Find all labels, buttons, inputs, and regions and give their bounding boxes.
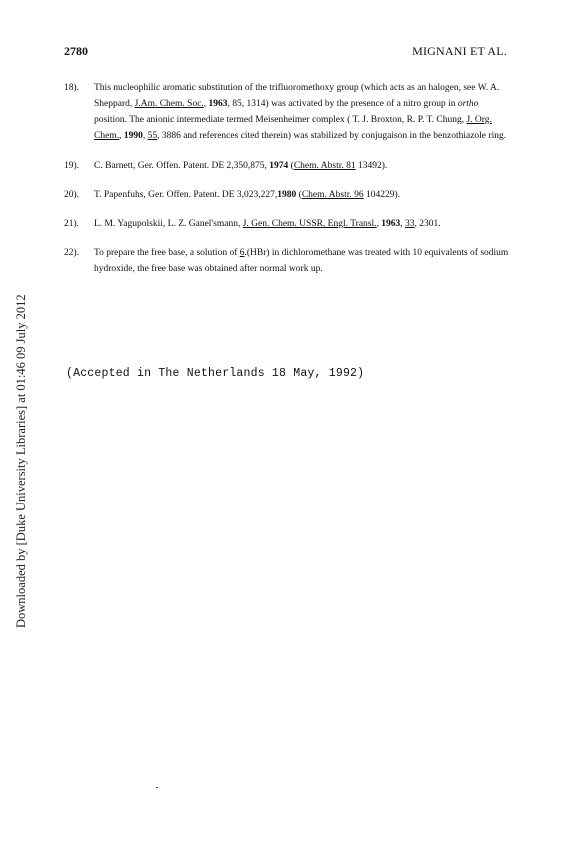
reference-number: 18). bbox=[64, 83, 80, 93]
underlined-text: J. Org. Chem. bbox=[94, 115, 492, 141]
italic-text: ortho bbox=[457, 99, 479, 109]
reference-text-run: , 85, 1314) was activated by the presence of a nitro group in bbox=[227, 99, 458, 109]
reference-text bbox=[94, 216, 510, 232]
reference-text-run: , bbox=[400, 219, 406, 229]
bold-text: 1980 bbox=[277, 190, 297, 200]
reference-item-21 bbox=[64, 216, 510, 232]
underlined-text: 6 bbox=[239, 248, 245, 258]
reference-item-22 bbox=[64, 245, 510, 277]
reference-text-run: , bbox=[119, 131, 124, 141]
underlined-text: 55 bbox=[147, 131, 158, 141]
underlined-text: J.Am. Chem. Soc. bbox=[134, 99, 204, 109]
reference-text-run: , bbox=[142, 131, 148, 141]
bold-text: 1974 bbox=[269, 161, 289, 171]
reference-text-run: .(HBr) in dichloromethane was treated with 10 equivalents of sodium hydroxide, the free base was obtained after normal work up. bbox=[94, 248, 509, 274]
reference-text-run: , 2301. bbox=[414, 219, 441, 229]
underlined-text: 33 bbox=[405, 219, 415, 229]
bold-text: 1990 bbox=[123, 131, 143, 141]
reference-text bbox=[94, 80, 510, 144]
reference-text-run: , 3886 and references cited therein) was stabilized by conjugaison in the benzothiazole ring. bbox=[157, 131, 507, 141]
reference-text-run: T. Papenfuhs, Ger. Offen. Patent. DE 3,023,227, bbox=[94, 190, 278, 200]
underlined-text: Chem. Abstr. 96 bbox=[301, 190, 364, 200]
bold-text: 1963 bbox=[381, 219, 401, 229]
page-number: 2780 bbox=[64, 44, 88, 58]
reference-item-18 bbox=[64, 80, 510, 144]
reference-text-run: 104229). bbox=[363, 190, 401, 200]
reference-text-run: ( bbox=[288, 161, 294, 171]
reference-text-run: position. The anionic intermediate termed Meisenheimer complex ( T. J. Broxton, R. P. T. Chung, bbox=[94, 115, 467, 125]
reference-text-run: C. Barnett, Ger. Offen. Patent. DE 2,350,875, bbox=[94, 161, 270, 171]
reference-text-run: , bbox=[376, 219, 382, 229]
reference-text-run: L. M. Yagupolskii, L. Z. Ganel'smann, bbox=[94, 219, 243, 229]
bold-text: 1963 bbox=[208, 99, 228, 109]
reference-list bbox=[64, 80, 510, 277]
reference-text-run: , bbox=[203, 99, 209, 109]
reference-text bbox=[94, 158, 510, 174]
running-head: MIGNANI ET AL. bbox=[412, 44, 507, 58]
underlined-text: Chem. Abstr. 81 bbox=[293, 161, 356, 171]
reference-text-run: This nucleophilic aromatic substitution of the trifluoromethoxy group (which acts as an halogen, see W. A. Sheppard, bbox=[94, 83, 500, 109]
scan-speck bbox=[156, 787, 158, 788]
accepted-date-note: (Accepted in The Netherlands 18 May, 1992) bbox=[66, 367, 365, 380]
reference-text-run: ( bbox=[296, 190, 302, 200]
reference-number: 20). bbox=[64, 190, 80, 200]
reference-text bbox=[94, 187, 510, 203]
reference-text bbox=[94, 245, 510, 277]
reference-number: 19). bbox=[64, 161, 80, 171]
reference-item-20 bbox=[64, 187, 510, 203]
underlined-text: J. Gen. Chem. USSR, Engl. Transl. bbox=[242, 219, 377, 229]
download-stamp: Downloaded by [Duke University Libraries] at 01:46 09 July 2012 bbox=[14, 294, 28, 628]
reference-text-run: To prepare the free base, a solution of bbox=[94, 248, 240, 258]
reference-number: 21). bbox=[64, 219, 80, 229]
reference-item-19 bbox=[64, 158, 510, 174]
reference-number: 22). bbox=[64, 248, 80, 258]
reference-text-run: 13492). bbox=[355, 161, 388, 171]
